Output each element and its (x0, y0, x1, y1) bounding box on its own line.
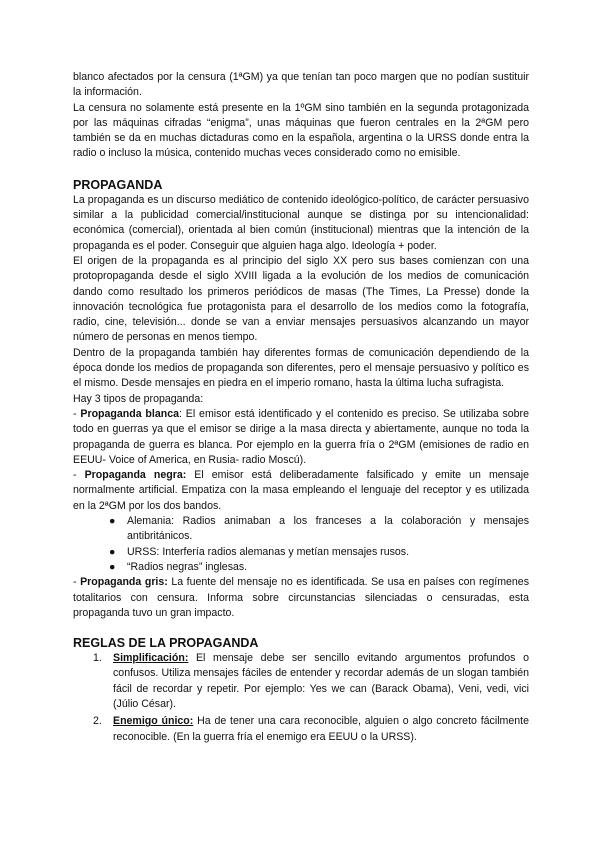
intro-paragraph-1: blanco afectados por la censura (1ªGM) ya que tenían tan poco margen que no podían sustituir la información. (73, 71, 529, 99)
propaganda-paragraph-3: Dentro de la propaganda también hay diferentes formas de comunicación dependiendo de la época donde los medios de propaganda son diferentes, pero el mensaje persuasivo y político es el mismo. Desde mensajes en piedra en el imperio romano, hasta la última lucha sufragista. (73, 346, 529, 390)
bullet-icon: ● (109, 560, 116, 573)
propaganda-blanca-text: : El emisor está identificado y el contenido es preciso. Se utilizaba sobre todo en guerras ya que el emisor se dirige a la masa directa y abiertamente, aunque no toda la propaganda de guerra es blanca. Por ejemplo en la guerra fría o 2ªGM (emisiones de radio en EEUU- Voice of America, en Rusia- radio Moscú). (73, 407, 529, 466)
propaganda-heading: PROPAGANDA (73, 177, 163, 192)
propaganda-negra: - Propaganda negra: El emisor está deliberadamente falsificado y emite un mensaje normalmente artificial. Empatiza con la masa empleando el lenguaje del receptor y es utilizada en la 2ªGM por los dos bandos. (73, 469, 529, 512)
propaganda-types-intro: Hay 3 tipos de propaganda: (73, 392, 204, 405)
propaganda-paragraph-2: El origen de la propaganda es al principio del siglo XX pero sus bases comienzan con una protopropaganda desde el siglo XVIII ligada a la evolución de los medios de comunicación dando como resultado los primeros periódicos de masas (The Times, La Presse) donde la innovación tecnológica fue protagonista para el desarrollo de los medios como la fotografía, radio, cine, televisión... donde se van a enviar mensajes persuasivos alcanzando un mayor número de personas en menos tiempo. (73, 254, 529, 344)
list-item (93, 651, 529, 712)
rule-text: El mensaje debe ser sencillo evitando argumentos profundos o confusos. Utiliza mensajes fáciles de entender y recordar además de un slogan también fácil de recordar y repetir. Por ejemplo: Yes we can (Barack Obama), Veni, vedi, vici (Júlio César). (113, 652, 529, 710)
rule-term: Simplificación: (113, 652, 189, 665)
propaganda-blanca: - Propaganda blanca: El emisor está identificado y el contenido es preciso. Se utilizaba sobre todo en guerras ya que el emisor se dirige a la masa directa y abiertamente, aunque no toda la propaganda de guerra es blanca. Por ejemplo en la guerra fría o 2ªGM (emisiones de radio en EEUU- Voice of America, en Rusia- radio Moscú). (73, 407, 529, 466)
propaganda-gris: - Propaganda gris: La fuente del mensaje no es identificada. Se usa en países con regímenes totalitarios con censura. Informa sobre circunstancias silenciadas o censuradas, esta propaganda tuvo un gran impacto. (73, 576, 529, 619)
rule-text: Ha de tener una cara reconocible, alguien o algo concreto fácilmente reconocible. (En la guerra fría el enemigo era EEUU o la URSS). (113, 715, 529, 743)
propaganda-gris-text: La fuente del mensaje no es identificada. Se usa en países con regímenes totalitarios con censura. Informa sobre circunstancias silenciadas o censuradas, esta propaganda tuvo un gran impacto. (73, 576, 529, 619)
propaganda-negra-term: Propaganda negra: (84, 469, 187, 482)
list-item (93, 714, 529, 745)
bullet-icon: ● (109, 515, 116, 528)
list-item: ● Alemania: Radios animaban a los franceses a la colaboración y mensajes antibritánicos. (109, 515, 529, 543)
negra-examples-list (73, 514, 529, 575)
reglas-list (73, 651, 529, 745)
reglas-heading: REGLAS DE LA PROPAGANDA (73, 636, 259, 651)
rule-number: 1. (93, 652, 102, 665)
intro-paragraph-2: La censura no solamente está presente en la 1ºGM sino también en la segunda protagonizada por las máquinas cifradas “enigma”, unas máquinas que fueron centrales en la 2ªGM pero también se da en muchas dictaduras como en la española, argentina o la URSS donde entra la radio o incluso la música, contenido muchas veces considerado como no emisible. (73, 101, 529, 160)
bullet-icon: ● (109, 545, 116, 558)
propaganda-paragraph-1: La propaganda es un discurso mediático de contenido ideológico-político, de carácter persuasivo similar a la publicidad comercial/institucional aunque se distinga por su intencionalidad: económica (comercial), orientada al bien común (institucional) mientras que la intención de la propaganda es el poder. Conseguir que alguien haga algo. Ideología + poder. (73, 193, 529, 252)
rule-number: 2. (93, 715, 102, 728)
propaganda-gris-term: Propaganda gris: (80, 576, 168, 589)
rule-term: Enemigo único: (113, 715, 194, 728)
propaganda-negra-text: El emisor está deliberadamente falsificado y emite un mensaje normalmente artificial. Empatiza con la masa empleando el lenguaje del receptor y es utilizada en la 2ªGM por los dos bandos. (73, 469, 529, 512)
document-page (73, 70, 529, 747)
propaganda-blanca-term: Propaganda blanca (80, 407, 179, 420)
list-item: ● URSS: Interfería radios alemanas y metían mensajes rusos. (109, 545, 529, 560)
list-item: ● “Radios negras” inglesas. (109, 560, 529, 575)
